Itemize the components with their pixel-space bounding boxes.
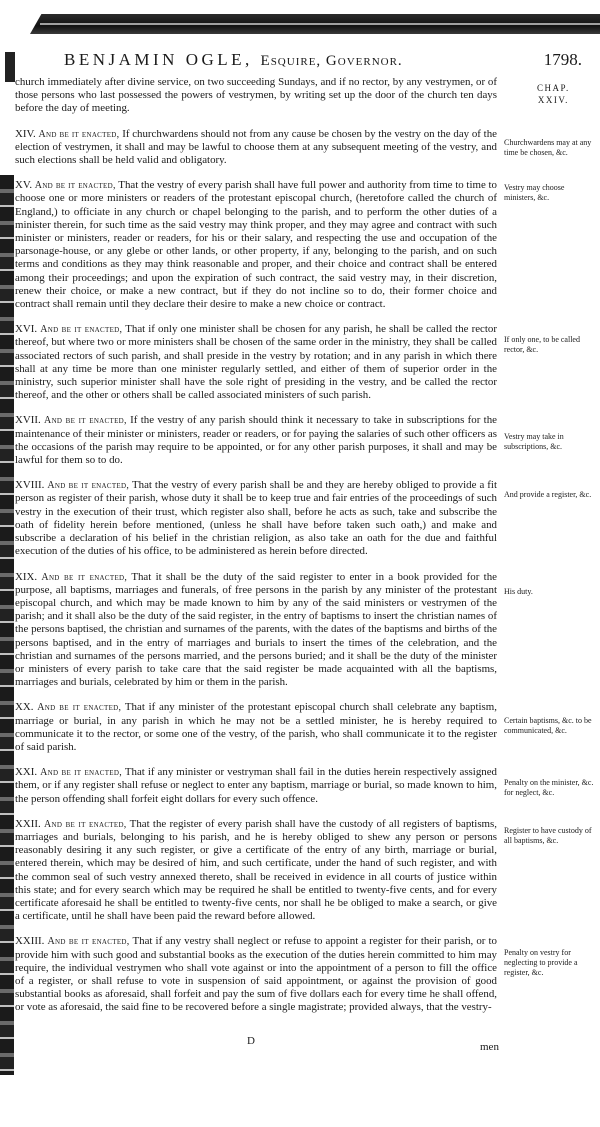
- section-xv: [15, 179, 497, 311]
- section-number: XIX.: [15, 570, 38, 583]
- section-number: XIV.: [15, 127, 36, 140]
- section-number: XXI.: [15, 766, 38, 779]
- margin-note-xxii: Register to have custody of all baptisms, &c.: [504, 826, 592, 845]
- section-xvi: [15, 323, 497, 402]
- margin-note-xvii: Vestry may take in subscriptions, &c.: [504, 432, 564, 451]
- chapter-number: XXIV.: [537, 95, 569, 105]
- enacting-clause: And be it enacted,: [37, 702, 122, 714]
- section-xx: [15, 701, 497, 754]
- scan-spine-mark: [5, 52, 15, 82]
- paragraph-text: That the register of every parish shall have the custody of all registers of baptisms, marriages and burials, belonging to his parish, and he is hereby obliged to shew any person or persons reasonably desiring it any such register, or give a certificate of the entry of any birth, marriage or burial, entered therein, which may be desired of him, and such certificate, under the hand of such register, and with the common seal of such vestry annexed thereto, shall be received in evidence in all courts of justice within this state; and for every search which may be required he shall be entitled to twenty-five cents, and for every certificate aforesaid he shall be entitled to twenty-five cents, nor shall he be obliged to make a search, or give a certificate, until he shall have been paid the reward before allowed.: [15, 817, 497, 923]
- running-header: [60, 50, 600, 74]
- margin-note-xx: Certain baptisms, &c. to be communicated, &c.: [504, 716, 592, 735]
- paragraph-text: That if any minister of the protestant episcopal church shall celebrate any baptism, marriage or burial, in any parish in which he may not be a settled minister, he is hereby required to communicate it to the rector, or some one of the vestry, of the parish, who shall communicate it to the register of said parish.: [15, 701, 497, 753]
- enacting-clause: And be it enacted,: [47, 936, 130, 948]
- chapter-label: [537, 82, 570, 106]
- section-number: XXIII.: [15, 935, 45, 948]
- scan-binding-edge: [30, 14, 600, 34]
- section-xvii: [15, 414, 497, 467]
- paragraph-text: If churchwardens should not from any cause be chosen by the vestry on the day of the election of vestrymen, it shall and may be lawful to choose them at any subsequent meeting of the vestry, and such elections shall be held valid and obligatory.: [15, 127, 497, 167]
- paragraph-text: That if any vestry shall neglect or refuse to appoint a register for their parish, or to provide him with such good and substantial books as the execution of the duties herein committed to him may require, the individual vestrymen who shall vote against or into the appointment of a person to fill the office of a register, or shall refuse to vote in suspension of said appointment, or against the provision of good substantial books as aforesaid, shall forfeit and pay the sum of five dollars each for every time he shall offend, or vote as aforesaid, the said fine to be recovered before a single magistrate; provided always, that the vestry-: [15, 935, 497, 1014]
- enacting-clause: And be it enacted,: [40, 767, 123, 779]
- section-number: XVI.: [15, 323, 38, 336]
- paragraph-continuation: [15, 76, 497, 116]
- enacting-clause: And be it enacted,: [38, 128, 120, 140]
- enacting-clause: And be it enacted,: [44, 818, 127, 830]
- paragraph-text: That if any minister or vestryman shall fail in the duties herein respectively assigned them, or if any register shall refuse or neglect to enter any baptism, marriage or burial, so made known to him, the person offending shall forfeit eight dollars for every such offence.: [15, 766, 497, 805]
- section-xxi: [15, 766, 497, 806]
- section-number: XV.: [15, 179, 33, 192]
- section-xviii: [15, 479, 497, 558]
- enacting-clause: And be it enacted,: [40, 324, 123, 336]
- margin-note-xxi: Penalty on the minister, &c. for neglect, &c.: [504, 778, 594, 797]
- paragraph-text: church immediately after divine service, on two succeeding Sundays, and if no rector, by any vestrymen, or of those persons who last possessed the powers of vestrymen, by writing set up the door of the church ten days before the day of meeting.: [15, 76, 497, 115]
- section-xiv: [15, 128, 497, 168]
- paragraph-text: That if only one minister shall be chosen for any parish, he shall be called the rector thereof, but where two or more ministers shall be chosen of the same order in the ministry, they shall be called associated rectors of such parish, and shall preside in the vestry by rotation; and in any parish in which there shall at any time be more than one minister regularly settled, and either of them of superior order in the ministry, such superior minister shall have the sole right of presiding in the vestry, and be called the rector thereof, and the other or others shall be called associated ministers of such parish.: [15, 323, 497, 402]
- chapter-word: CHAP.: [537, 83, 570, 93]
- paragraph-text: That the vestry of every parish shall have full power and authority from time to time to choose one or more ministers or readers of the protestant episcopal church, (heretofore called the church of England,) to officiate in any church or chapel belonging to the parish, and to perform the other duties of a minister therein, for such time as the said vestry may think proper, and they may agree and contract with such minister or ministers, reader or readers, for his or their salary, and respecting the use and occupation of the parsonage-house, or any glebe or other lands, or other property, if any, belonging to the parish, and on such terms and conditions as they may think reasonable and proper, and their choice and contract shall be entered among their proceedings; and upon the expiration of such contract, the said vestry may, in their discretion, renew their choice, or make a new contract, but if they do not incline so to do, their former choice and contract shall remain until they declare their desire to make a new choice or contract.: [15, 179, 497, 311]
- enacting-clause: And be it enacted,: [41, 571, 128, 583]
- margin-note-xv: Vestry may choose ministers, &c.: [504, 183, 565, 202]
- enacting-clause: And be it enacted,: [44, 415, 127, 427]
- section-number: XVII.: [15, 414, 41, 427]
- margin-note-xviii: And provide a register, &c.: [504, 490, 592, 499]
- section-xxiii: [15, 935, 497, 1014]
- paragraph-text: That it shall be the duty of the said register to enter in a book provided for the purpose, all baptisms, marriages and funerals, of free persons in the parish by any minister of the protestant episcopal church, and which may be made known to him by any of the said ministers or vestrymen of the parish; and it shall also be the duty of the said register, in the entry of baptisms to insert the christian names of the persons baptised, the christian and surnames of the parents, with the dates of the baptisms and births of the persons baptised, and in the entry of marriages and burials to insert the times of the celebration, and the christian and surnames of the persons married, and the persons buried; and it shall be the duty of the minister or ministers of every parish to take care that the said register be made acquainted with all the baptisms, marriages and burials, celebrated by him or them in the parish.: [15, 570, 497, 689]
- page-year: 1798.: [543, 50, 582, 69]
- margin-note-xvi: If only one, to be called rector, &c.: [504, 335, 580, 354]
- section-number: XX.: [15, 701, 34, 714]
- section-xxii: [15, 818, 497, 924]
- running-title: [64, 50, 403, 70]
- section-number: XXII.: [15, 817, 41, 830]
- body-text: [15, 76, 497, 1027]
- enacting-clause: And be it enacted,: [34, 180, 116, 192]
- running-title-office: Esquire, Governor.: [260, 53, 403, 69]
- margin-note-xxiii: Penalty on vestry for neglecting to provide a register, &c.: [504, 948, 578, 977]
- paragraph-text: If the vestry of any parish should think it necessary to take in subscriptions for the maintenance of their minister or ministers, reader or readers, or for paying the salaries of such other officers as the occasions of the parish may require to be appointed, or for any other parish purposes, it shall and may be lawful for them so to do.: [15, 414, 497, 467]
- catchword: men: [480, 1041, 499, 1053]
- margin-note-xiv: Churchwardens may at any time be chosen, &c.: [504, 138, 592, 157]
- section-xix: [15, 571, 497, 690]
- enacting-clause: And be it enacted,: [47, 480, 130, 492]
- scan-spine-shadow: [0, 175, 14, 1075]
- paragraph-text: That the vestry of every parish shall be and they are hereby obliged to provide a fit person as register of their parish, whose duty it shall be to keep true and fair entries of the proceedings of such vestry in the execution of their trust, which register also shall, before he acts as such, take and subscribe the oath of fidelity herein before mentioned, (unless he shall have before taken such oath,) and make and subscribe a declaration of his belief in the christian religion, as also take an oath for the due and faithful execution of the duties of his office, to be administered as herein before directed.: [15, 479, 497, 558]
- section-number: XVIII.: [15, 479, 45, 492]
- margin-note-xix: His duty.: [504, 587, 533, 596]
- signature-mark: D: [247, 1035, 255, 1047]
- running-title-name: BENJAMIN OGLE,: [64, 50, 253, 69]
